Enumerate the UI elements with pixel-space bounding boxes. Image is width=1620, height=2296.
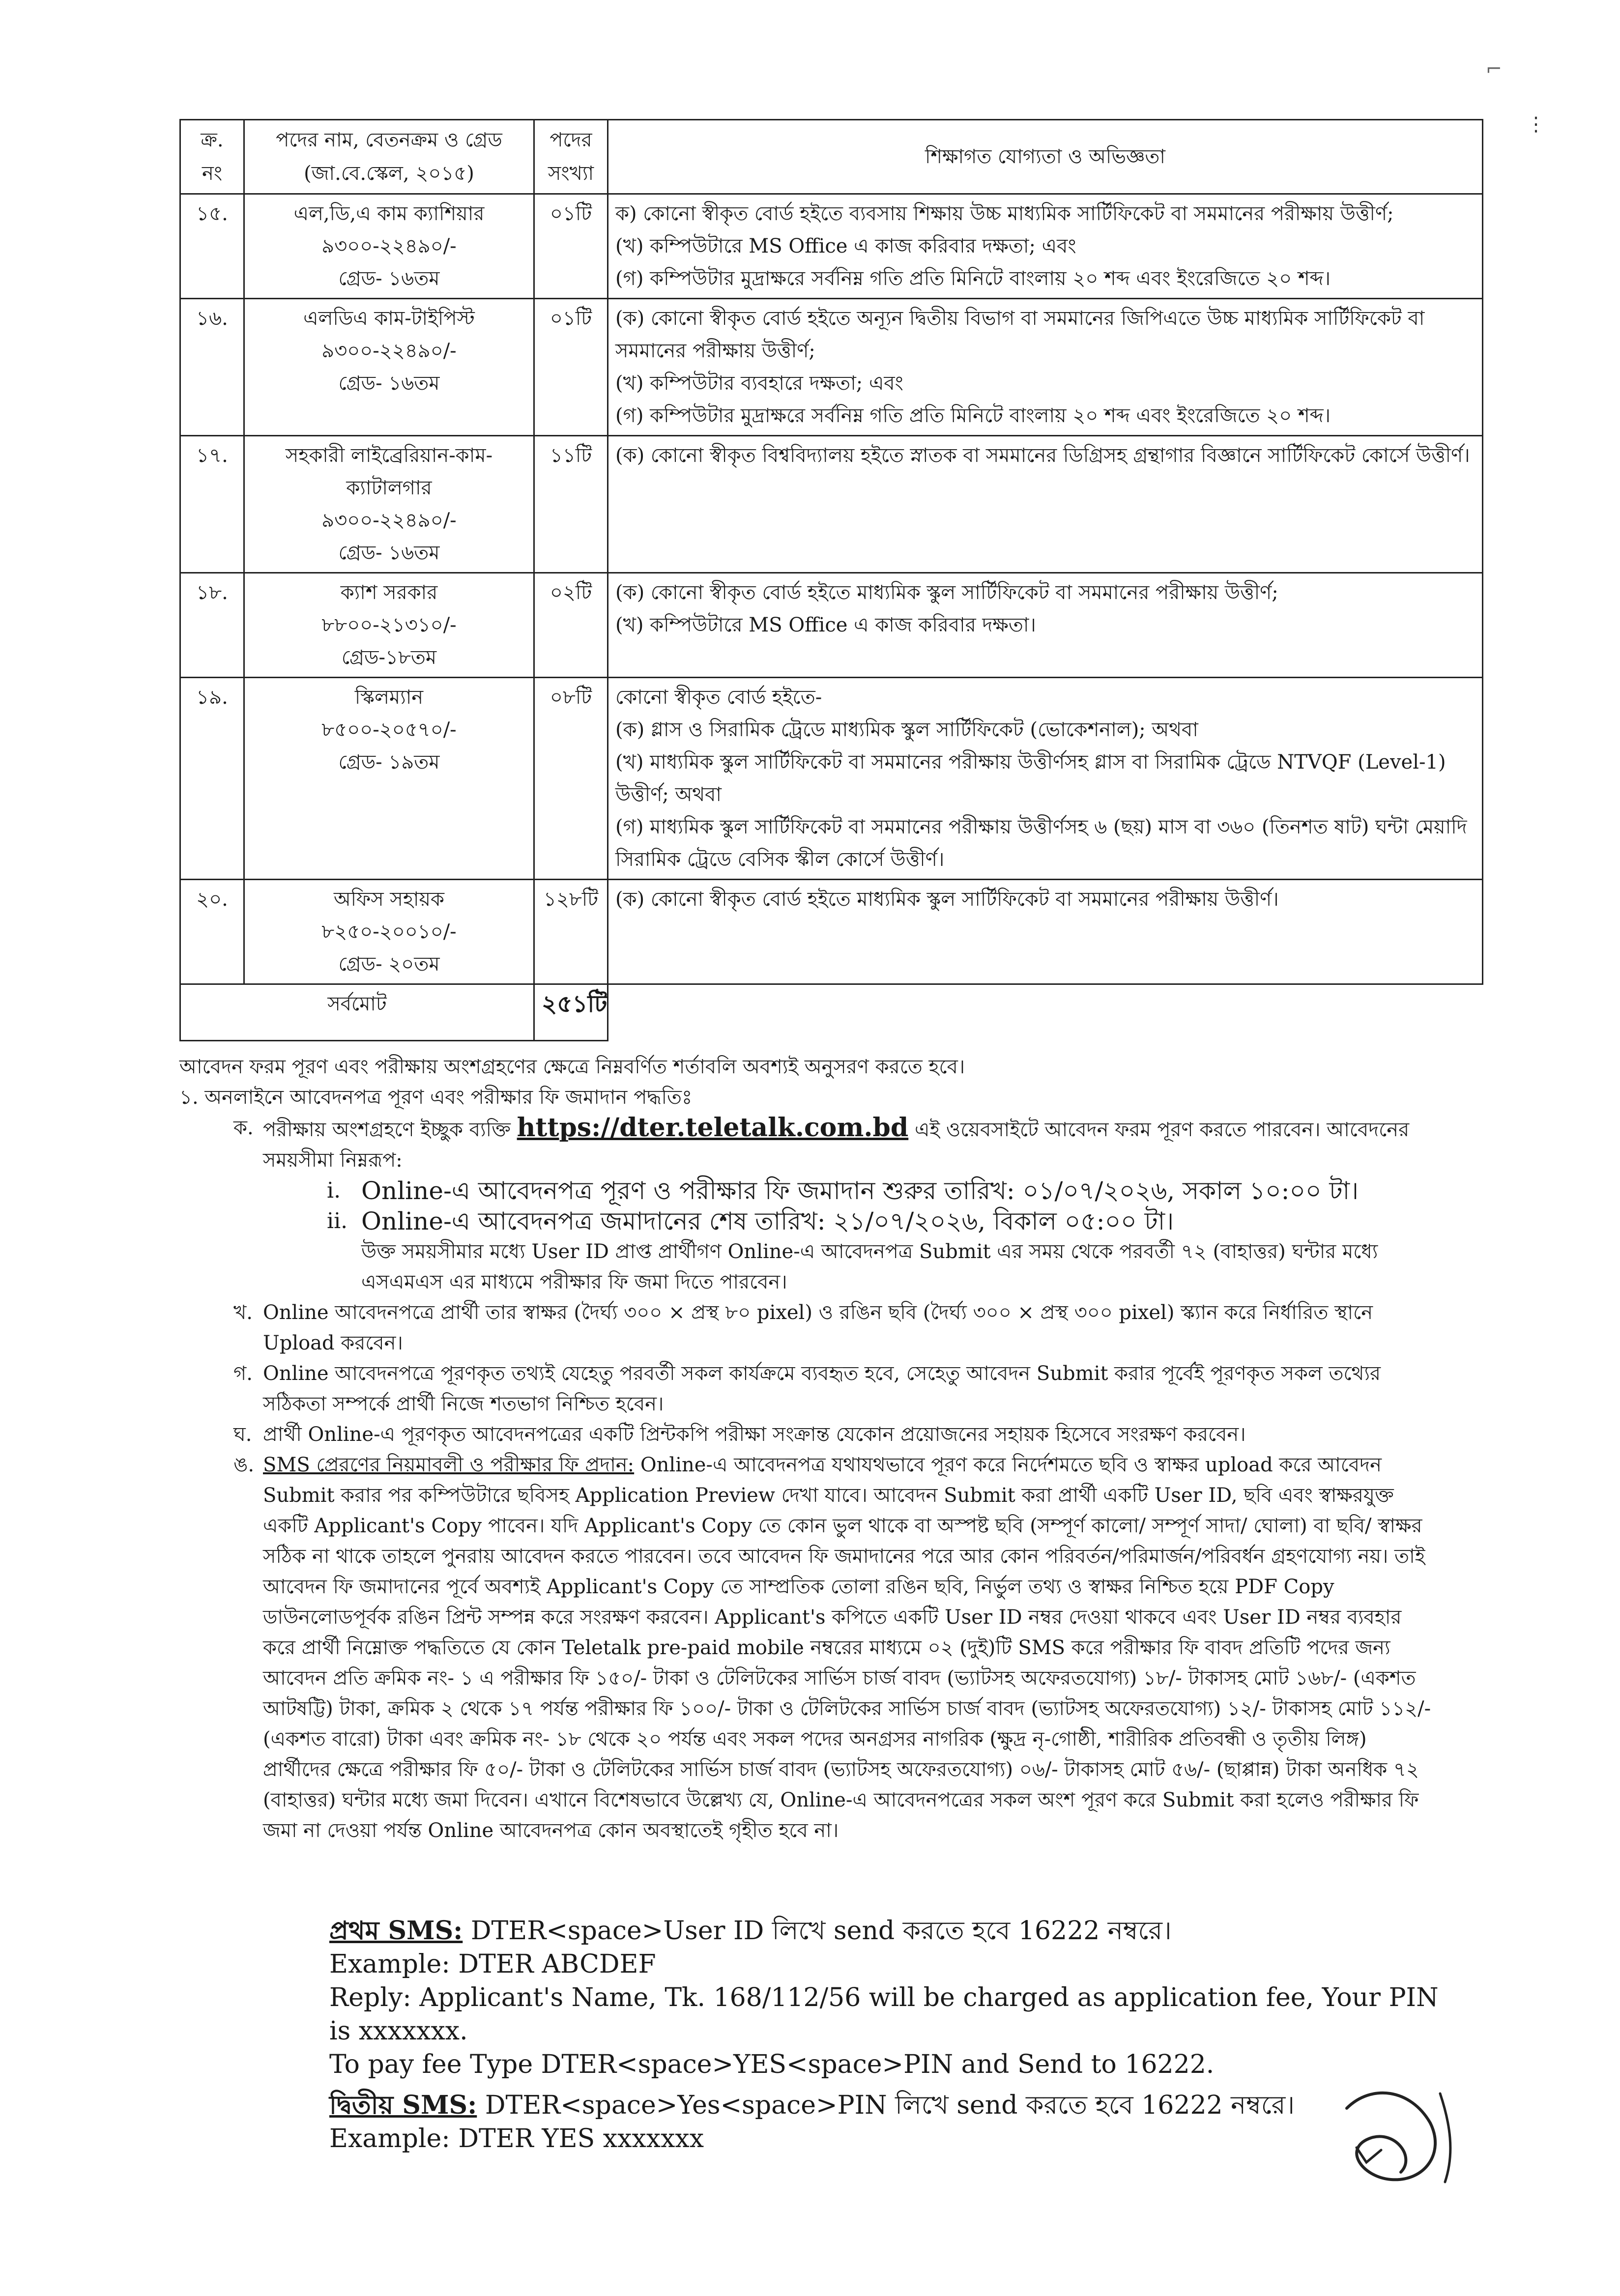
row-qualification — [608, 194, 1483, 299]
item-ga-text: Online আবেদনপত্রে পূরণকৃত তথ্যই যেহেতু পরবর্তী সকল কার্যক্রমে ব্যবহৃত হবে, সেহেতু আবেদন Submit করার পূর্বেই পূরণকৃত সকল তথ্যের সঠিকতা সম্পর্কে প্রার্থী নিজে শতভাগ নিশ্চিত হবেন। — [263, 1362, 1381, 1415]
post-name: স্কিলম্যান — [354, 686, 424, 709]
row-serial: ১৮. — [180, 573, 244, 678]
instructions-intro: আবেদন ফরম পূরণ এবং পরীক্ষায় অংশগ্রহণের ক্ষেত্রে নিম্নবর্ণিত শর্তাবলি অবশ্যই অনুসরণ করতে হবে। — [179, 1056, 965, 1078]
header-qualification: শিক্ষাগত যোগ্যতা ও অভিজ্ঞতা — [608, 120, 1483, 194]
item-ka-mark: ক. — [233, 1117, 254, 1139]
item-ka — [179, 1113, 1438, 1176]
post-grade: গ্রেড- ১৯তম — [338, 751, 440, 774]
row-count: ০৮টি — [534, 678, 608, 880]
row-count: ১১টি — [534, 436, 608, 573]
qualification-line: (খ) মাধ্যমিক স্কুল সার্টিফিকেট বা সমমানের পরীক্ষায় উত্তীর্ণসহ গ্লাস বা সিরামিক ট্রেডে NTVQF (Level-1) উত্তীর্ণ; অথবা — [615, 751, 1446, 806]
first-sms-pay: To pay fee Type DTER<space>YES<space>PIN and Send to 16222. — [329, 2050, 1215, 2079]
qualification-line: (গ) কম্পিউটার মুদ্রাক্ষরে সর্বনিম্ন গতি প্রতি মিনিটে বাংলায় ২০ শব্দ এবং ইংরেজিতে ২০ শব্দ। — [615, 404, 1331, 427]
signature-icon — [1327, 2064, 1475, 2192]
item-ii-text: Online-এ আবেদনপত্র জমাদানের শেষ তারিখ: ২১/০৭/২০২৬, বিকাল ০৫:০০ টা। — [361, 1207, 1174, 1235]
item-i-text: Online-এ আবেদনপত্র পূরণ ও পরীক্ষার ফি জমাদান শুরুর তারিখ: ০১/০৭/২০২৬, সকাল ১০:০০ টা। — [361, 1177, 1359, 1205]
item-ii — [179, 1206, 1438, 1236]
qualification-line: (ক) কোনো স্বীকৃত বোর্ড হইতে মাধ্যমিক স্কুল সার্টিফিকেট বা সমমানের পরীক্ষায় উত্তীর্ণ; — [615, 581, 1278, 604]
post-name: সহকারী লাইব্রেরিয়ান-কাম-ক্যাটালগার — [285, 444, 493, 499]
table-header-row — [180, 120, 1483, 194]
qualification-line: (ক) কোনো স্বীকৃত বিশ্ববিদ্যালয় হইতে স্নাতক বা সমমানের ডিগ্রিসহ গ্রন্থাগার বিজ্ঞানে সার্টিফিকেট কোর্সে উত্তীর্ণ। — [615, 444, 1470, 467]
item-uma-mark: ঙ. — [233, 1454, 255, 1476]
row-count: ০১টি — [534, 299, 608, 436]
first-sms-line — [329, 1914, 1460, 1948]
corner-scribble-icon: ⌐ — [1485, 58, 1502, 81]
item-gha-text: প্রার্থী Online-এ পূরণকৃত আবেদনপত্রের একটি প্রিন্টকপি পরীক্ষা সংক্রান্ত যেকোন প্রয়োজনের সহায়ক হিসেবে সংরক্ষণ করবেন। — [263, 1423, 1246, 1446]
row-qualification — [608, 436, 1483, 573]
table-row — [180, 299, 1483, 436]
row-count: ০১টি — [534, 194, 608, 299]
item-i-mark: i. — [327, 1178, 341, 1203]
header-count: পদের সংখ্যা — [534, 120, 608, 194]
row-post — [244, 299, 534, 436]
post-scale: ৮৫০০-২০৫৭০/- — [321, 718, 457, 741]
second-sms-line — [329, 2089, 1460, 2122]
row-qualification — [608, 678, 1483, 880]
row-post — [244, 880, 534, 984]
row-serial: ২০. — [180, 880, 244, 984]
instructions — [179, 1052, 1438, 1846]
row-qualification — [608, 880, 1483, 984]
item-gha — [179, 1419, 1438, 1450]
post-scale: ৮৮০০-২১৩১০/- — [321, 614, 457, 636]
table-total-row — [180, 984, 1483, 1041]
row-post — [244, 573, 534, 678]
row-post — [244, 194, 534, 299]
item-uma — [179, 1450, 1438, 1846]
qualification-line: (খ) কম্পিউটারে MS Office এ কাজ করিবার দক্ষতা। — [615, 614, 1036, 636]
post-name: এলডিএ কাম-টাইপিস্ট — [303, 307, 475, 330]
row-qualification — [608, 299, 1483, 436]
row-qualification — [608, 573, 1483, 678]
qualification-line: (খ) কম্পিউটার ব্যবহারে দক্ষতা; এবং — [615, 372, 903, 395]
second-sms-example: Example: DTER YES xxxxxxx — [329, 2124, 704, 2153]
qualification-line: (গ) মাধ্যমিক স্কুল সার্টিফিকেট বা সমমানের পরীক্ষায় উত্তীর্ণসহ ৬ (ছয়) মাস বা ৩৬০ (তিনশত ষাট) ঘন্টা মেয়াদি সিরামিক ট্রেডে বেসিক স্কীল কোর্সে উত্তীর্ণ। — [615, 816, 1467, 871]
post-scale: ৯৩০০-২২৪৯০/- — [321, 340, 457, 362]
post-grade: গ্রেড- ২০তম — [338, 953, 440, 976]
table-row — [180, 880, 1483, 984]
first-sms-example: Example: DTER ABCDEF — [329, 1950, 656, 1979]
margin-dots-icon: ⋮ — [1526, 113, 1546, 136]
qualification-line: (ক) গ্লাস ও সিরামিক ট্রেডে মাধ্যমিক স্কুল সার্টিফিকেট (ভোকেশনাল); অথবা — [615, 718, 1198, 741]
item-kha-text: Online আবেদনপত্রে প্রার্থী তার স্বাক্ষর (দৈর্ঘ্য ৩০০ × প্রস্থ ৮০ pixel) ও রঙিন ছবি (দৈর্ঘ্য ৩০০ × প্রস্থ ৩০০ pixel) স্ক্যান করে নির্ধারিত স্থানে Upload করবেন। — [263, 1301, 1373, 1354]
post-grade: গ্রেড- ১৬তম — [338, 372, 440, 395]
item-i — [179, 1176, 1438, 1206]
post-scale: ৯৩০০-২২৪৯০/- — [321, 509, 457, 532]
item-ka-post: এই ওয়েবসাইটে আবেদন ফরম পূরণ করতে পারবেন। আবেদনের সময়সীমা নিম্নরূপ: — [263, 1119, 1410, 1172]
post-grade: গ্রেড- ১৬তম — [338, 542, 440, 564]
row-serial: ১৫. — [180, 194, 244, 299]
second-sms-heading: দ্বিতীয় SMS: — [329, 2090, 477, 2120]
table-row — [180, 573, 1483, 678]
first-sms-text: DTER<space>User ID লিখে send করতে হবে 16222 নম্বরে। — [470, 1916, 1172, 1946]
application-url-link[interactable]: https://dter.teletalk.com.bd — [517, 1113, 909, 1143]
header-serial: ক্র. নং — [180, 120, 244, 194]
section-1-heading: ১. অনলাইনে আবেদনপত্র পূরণ এবং পরীক্ষার ফি জমাদান পদ্ধতিঃ — [179, 1086, 693, 1109]
item-kha-mark: খ. — [233, 1301, 253, 1324]
post-name: অফিস সহায়ক — [333, 888, 445, 911]
post-grade: গ্রেড- ১৬তম — [338, 267, 440, 290]
row-serial: ১৯. — [180, 678, 244, 880]
row-count: ০২টি — [534, 573, 608, 678]
item-ga — [179, 1358, 1438, 1419]
item-kha — [179, 1297, 1438, 1358]
qualification-line: (খ) কম্পিউটারে MS Office এ কাজ করিবার দক্ষতা; এবং — [615, 235, 1076, 258]
row-count: ১২৮টি — [534, 880, 608, 984]
table-row — [180, 436, 1483, 573]
row-post — [244, 436, 534, 573]
post-name: ক্যাশ সরকার — [340, 581, 438, 604]
item-ka-pre: পরীক্ষায় অংশগ্রহণে ইচ্ছুক ব্যক্তি — [263, 1119, 511, 1141]
row-serial: ১৬. — [180, 299, 244, 436]
post-scale: ৮২৫০-২০০১০/- — [321, 920, 457, 943]
qualification-line: কোনো স্বীকৃত বোর্ড হইতে- — [615, 686, 822, 709]
row-post — [244, 678, 534, 880]
post-grade: গ্রেড-১৮তম — [341, 646, 437, 669]
total-value: ২৫১টি — [534, 984, 608, 1041]
qualification-line: (গ) কম্পিউটার মুদ্রাক্ষরে সর্বনিম্ন গতি প্রতি মিনিটে বাংলায় ২০ শব্দ এবং ইংরেজিতে ২০ শব্দ। — [615, 267, 1331, 290]
first-sms-heading: প্রথম SMS: — [329, 1916, 463, 1946]
total-empty-cell — [608, 984, 1483, 1041]
item-uma-text: Online-এ আবেদনপত্র যথাযথভাবে পূরণ করে নির্দেশমতে ছবি ও স্বাক্ষর upload করে আবেদন Submit করার পর কম্পিউটারে ছবিসহ Application Preview দেখা যাবে। আবেদন Submit করা প্রার্থী একটি User ID, ছবি এবং স্বাক্ষরযুক্ত একটি Applicant's Copy পাবেন। যদি Applicant's Copy তে কোন ভুল থাকে বা অস্পষ্ট ছবি (সম্পূর্ণ কালো/ সম্পূর্ণ সাদা/ ঘোলা) বা ছবি/ স্বাক্ষর সঠিক না থাকে তাহলে পুনরায় আবেদন করতে পারবেন। তবে আবেদন ফি জমাদানের পরে আর কোন পরিবর্তন/পরিমার্জন/পরিবর্ধন গ্রহণযোগ্য নয়। তাই আবেদন ফি জমাদানের পূর্বে অবশ্যই Applicant's Copy তে সাম্প্রতিক তোলা রঙিন ছবি, নির্ভুল তথ্য ও স্বাক্ষর নিশ্চিত হয়ে PDF Copy ডাউনলোডপূর্বক রঙিন প্রিন্ট সম্পন্ন করে সংরক্ষণ করবেন। Applicant's কপিতে একটি User ID নম্বর দেওয়া থাকবে এবং User ID নম্বর ব্যবহার করে প্রার্থী নিম্নোক্ত পদ্ধতিতে যে কোন Teletalk pre-paid mobile নম্বরের মাধ্যমে ০২ (দুই)টি SMS করে পরীক্ষার ফি বাবদ প্রতিটি পদের জন্য আবেদন প্রতি ক্রমিক নং- ১ এ পরীক্ষার ফি ১৫০/- টাকা ও টেলিটকের সার্ভিস চার্জ বাবদ (ভ্যাটসহ অফেরতযোগ্য) ১৮/- টাকাসহ মোট ১৬৮/- (একশত আটষট্টি) টাকা, ক্রমিক ২ থেকে ১৭ পর্যন্ত পরীক্ষার ফি ১০০/- টাকা ও টেলিটকের সার্ভিস চার্জ বাবদ (ভ্যাটসহ অফেরতযোগ্য) ১২/- টাকাসহ মোট ১১২/- (একশত বারো) টাকা এবং ক্রমিক নং- ১৮ থেকে ২০ পর্যন্ত এবং সকল পদের অনগ্রসর নাগরিক (ক্ষুদ্র নৃ-গোষ্ঠী, শারীরিক প্রতিবন্ধী ও তৃতীয় লিঙ্গ) প্রার্থীদের ক্ষেত্রে পরীক্ষার ফি ৫০/- টাকা ও টেলিটকের সার্ভিস চার্জ বাবদ (ভ্যাটসহ অফেরতযোগ্য) ০৬/- টাকাসহ মোট ৫৬/- (ছাপ্পান্ন) টাকা অনধিক ৭২ (বাহাত্তর) ঘন্টার মধ্যে জমা দিবেন। এখানে বিশেষভাবে উল্লেখ্য যে, Online-এ আবেদনপত্রের সকল অংশ পূরণ করে Submit করা হলেও পরীক্ষার ফি জমা না দেওয়া পর্যন্ত Online আবেদনপত্র কোন অবস্থাতেই গৃহীত হবে না। — [263, 1454, 1431, 1842]
item-ii-mark: ii. — [327, 1208, 348, 1234]
item-gha-mark: ঘ. — [233, 1423, 252, 1446]
table-row — [180, 194, 1483, 299]
item-uma-heading: SMS প্রেরণের নিয়মাবলী ও পরীক্ষার ফি প্রদান: — [263, 1454, 635, 1476]
posts-table — [179, 119, 1483, 1041]
qualification-line: ক) কোনো স্বীকৃত বোর্ড হইতে ব্যবসায় শিক্ষায় উচ্চ মাধ্যমিক সার্টিফিকেট বা সমমানের পরীক্ষায় উত্তীর্ণ; — [615, 202, 1394, 225]
qualification-line: (ক) কোনো স্বীকৃত বোর্ড হইতে মাধ্যমিক স্কুল সার্টিফিকেট বা সমমানের পরীক্ষায় উত্তীর্ণ। — [615, 888, 1279, 911]
item-ii-continuation: উক্ত সময়সীমার মধ্যে User ID প্রাপ্ত প্রার্থীগণ Online-এ আবেদনপত্র Submit এর সময় থেকে পরবর্তী ৭২ (বাহাত্তর) ঘন্টার মধ্যে এসএমএস এর মাধ্যমে পরীক্ষার ফি জমা দিতে পারবেন। — [361, 1240, 1378, 1293]
total-label: সর্বমোট — [180, 984, 534, 1041]
second-sms-text: DTER<space>Yes<space>PIN লিখে send করতে হবে 16222 নম্বরে। — [485, 2091, 1295, 2120]
header-post: পদের নাম, বেতনক্রম ও গ্রেড (জা.বে.স্কেল, ২০১৫) — [244, 120, 534, 194]
post-scale: ৯৩০০-২২৪৯০/- — [321, 235, 457, 258]
item-ga-mark: গ. — [233, 1362, 253, 1385]
table-row — [180, 678, 1483, 880]
post-name: এল,ডি,এ কাম ক্যাশিয়ার — [293, 202, 485, 225]
first-sms-block — [329, 1914, 1460, 2081]
second-sms-block — [329, 2089, 1460, 2155]
first-sms-reply: Reply: Applicant's Name, Tk. 168/112/56 will be charged as application fee, Your PIN is xxxxxxx. — [329, 1983, 1439, 2046]
qualification-line: (ক) কোনো স্বীকৃত বোর্ড হইতে অন্যূন দ্বিতীয় বিভাগ বা সমমানের জিপিএতে উচ্চ মাধ্যমিক সার্টিফিকেট বা সমমানের পরীক্ষায় উত্তীর্ণ; — [615, 307, 1425, 362]
row-serial: ১৭. — [180, 436, 244, 573]
